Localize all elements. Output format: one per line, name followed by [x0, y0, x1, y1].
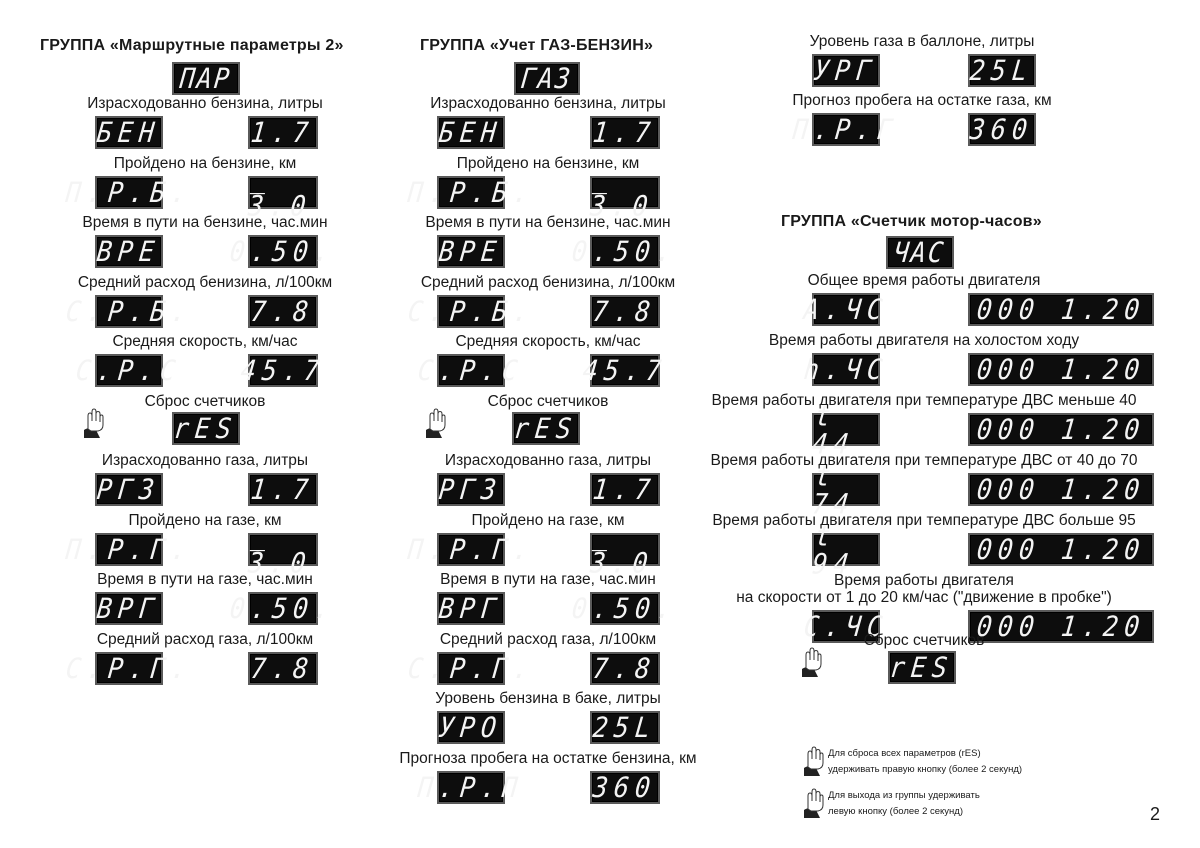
col1-param-label: Пройдено на бензине, км	[113, 154, 297, 172]
col2-reset-display-text: rES	[512, 411, 580, 445]
col1-group-code-display	[172, 62, 240, 95]
col3-param-value-display	[968, 473, 1154, 506]
col1-param-label: Средняя скорость, км/час	[112, 333, 298, 350]
col1-param-code-display	[64, 294, 194, 328]
col1-param-label: Израсходованно газа, литры	[101, 452, 309, 469]
col2-param-code-display	[437, 711, 505, 744]
col2-param-code-display-text: ВРГ	[437, 592, 505, 625]
col1-param-code-display	[95, 116, 163, 149]
col2-param-value-display-text: 360	[591, 770, 659, 804]
col2-param-code-display	[416, 354, 526, 387]
col2-param-value-display	[590, 116, 660, 149]
col1-param-code-display-text: С.Р.Г.	[64, 651, 194, 685]
col2-param-code-display	[406, 651, 536, 685]
col1-param-value-display	[246, 161, 318, 223]
col2-param-label: Прогноза пробега на остатке бензина, км	[399, 749, 697, 767]
col2-param-value-display-text: _ 3.0	[588, 161, 656, 223]
col2-param-code-display-text: П.Р.П	[416, 770, 526, 804]
col3-param-label: Сброс счетчиков	[863, 632, 985, 649]
col3-top-code-display	[791, 113, 901, 146]
col1-param-value-display	[239, 354, 327, 387]
col2-param-value-display-text: 25L	[591, 711, 659, 744]
col3-top-param-label: Прогноз пробега на остатке газа, км	[792, 92, 1052, 109]
col3-param-value-display-text: 000 1.20	[975, 293, 1147, 326]
col3-param-label: Время работы двигателя при температуре ДВС от 40 до 70	[710, 452, 1138, 469]
col3-param-label: Время работы двигателя при температуре ДВС меньше 40	[711, 392, 1137, 409]
col1-param-value-display-text: _ 3.0	[246, 161, 314, 223]
col3-press-button-icon	[800, 647, 824, 677]
col3-param-code-display	[810, 459, 880, 520]
col2-param-label: Время в пути на газе, час.мин	[440, 571, 656, 588]
col2-param-value-display-text: 45.7	[581, 354, 669, 387]
col2-param-label: Время в пути на бензине, час.мин	[425, 214, 671, 231]
col3-group-code-display-text: ЧАС	[892, 236, 948, 269]
col1-param-code-display-text: П.Р.Г.	[64, 532, 194, 566]
col3-param-value-display-text: 000 1.20	[975, 413, 1147, 446]
col1-param-value-display	[246, 518, 318, 580]
col3-param-label: Время работы двигателя на холостом ходу	[768, 332, 1080, 349]
col2-group-title: ГРУППА «Учет ГАЗ-БЕНЗИН»	[420, 37, 654, 54]
col2-param-code-display	[437, 235, 505, 268]
col3-note-line2: удерживать правую кнопку (более 2 секунд)	[828, 764, 1023, 775]
col2-param-value-display-text: _ 3.0	[588, 518, 656, 580]
col1-param-label: Израсходованно бензина, литры	[87, 95, 323, 112]
col3-top-value-display-text: 25L	[968, 54, 1036, 87]
col3-param-code-display-text: С.ЧС	[802, 610, 890, 643]
col3-group-title: ГРУППА «Счетчик мотор-часов»	[781, 213, 1042, 230]
col1-param-value-display-text: 45.7	[239, 354, 327, 387]
col2-param-label: Израсходованно газа, литры	[444, 452, 652, 469]
col1-param-value-display-text: 7.8	[249, 294, 317, 328]
col2-param-value-display	[590, 295, 660, 328]
col3-note-line1: Для выхода из группы удерживать	[828, 790, 980, 801]
col1-param-value-display-text: 1.7	[249, 473, 317, 506]
col2-param-label: Средний расход бенизина, л/100км	[420, 273, 676, 291]
col1-reset-display	[172, 412, 240, 445]
col3-group-code-display	[886, 236, 954, 269]
col1-param-value-display-text: 7.8	[249, 651, 317, 685]
col3-top-code-display-text: УРГ	[812, 54, 880, 87]
col2-param-value-display-text: 7.8	[591, 294, 659, 328]
col2-group-code-display-text: ГАЗ	[519, 62, 575, 95]
col1-param-code-display	[64, 651, 194, 685]
col3-param-code-display	[802, 353, 890, 386]
col3-top-code-display-text: П.Р.Г	[791, 113, 901, 146]
col3-param-code-display	[802, 293, 890, 326]
col1-param-code-display	[95, 235, 163, 268]
col2-param-code-display-text: УРО	[437, 711, 505, 744]
col2-param-code-display	[406, 532, 536, 566]
col2-reset-display	[512, 412, 580, 445]
col2-param-label: Израсходованно бензина, литры	[430, 95, 666, 112]
page-number: 2	[1150, 804, 1161, 824]
col1-param-value-display	[248, 652, 318, 685]
col1-param-code-display-text: С.Р.Б.	[64, 294, 194, 328]
col1-param-code-display	[95, 592, 163, 625]
col1-param-code-display-text: С.Р.С	[74, 354, 184, 387]
col1-param-value-display	[248, 295, 318, 328]
col1-param-code-display	[95, 473, 163, 506]
col2-param-value-display	[588, 161, 660, 223]
col2-param-value-display-text: 1.7	[591, 116, 659, 149]
col3-param-code-display-text: t 74	[810, 459, 857, 520]
col1-param-code-display-text: ВРЕ	[95, 235, 163, 268]
col2-param-value-display-text: 1.7	[591, 473, 659, 506]
col1-param-value-display	[228, 235, 338, 268]
col3-param-value-display	[968, 413, 1154, 446]
col3-top-value-display	[968, 113, 1036, 146]
col1-param-label: Пройдено на газе, км	[128, 511, 282, 529]
col1-param-code-display	[64, 532, 194, 566]
col1-press-button-icon	[82, 408, 106, 438]
col3-param-code-display-text: А.ЧС	[802, 293, 890, 326]
col2-param-code-display	[437, 116, 505, 149]
col3-param-code-display	[810, 519, 880, 580]
col2-param-value-display	[590, 771, 660, 804]
col2-param-value-display-text: 0.50.	[570, 592, 680, 625]
col2-param-value-display	[590, 473, 660, 506]
col2-param-code-display-text: С.Р.С	[416, 354, 526, 387]
col2-param-label: Уровень бензина в баке, литры	[435, 690, 661, 707]
col2-param-label: Сброс счетчиков	[487, 392, 609, 410]
col1-param-code-display-text: ВРГ	[95, 592, 163, 625]
col2-param-code-display	[406, 294, 536, 328]
col2-param-code-display-text: ВРЕ	[437, 235, 505, 268]
col3-param-label: Общее время работы двигателя	[807, 272, 1041, 289]
col2-param-code-display	[437, 473, 505, 506]
col1-param-value-display-text: 1.7	[249, 116, 317, 149]
col1-param-code-display	[64, 175, 194, 209]
col3-param-label-line2: на скорости от 1 до 20 км/час ("движение в пробке")	[736, 589, 1112, 606]
col3-top-param-label: Уровень газа в баллоне, литры	[809, 33, 1035, 50]
col1-param-label: Сброс счетчиков	[144, 392, 266, 410]
col2-param-label: Средняя скорость, км/час	[455, 333, 641, 350]
col1-param-label: Время в пути на газе, час.мин	[97, 571, 313, 588]
col2-param-value-display	[581, 354, 669, 387]
col1-param-value-display-text: 0.50.	[228, 592, 338, 625]
col3-param-value-display	[968, 533, 1154, 566]
col2-param-value-display	[588, 518, 660, 580]
col1-param-code-display-text: П.Р.Б.	[64, 175, 194, 209]
col1-param-label: Средний расход бенизина, л/100км	[77, 273, 333, 291]
col3-param-value-display-text: 000 1.20	[975, 533, 1147, 566]
col3-reset-display-text: rES	[888, 651, 956, 684]
col3-note-line2: левую кнопку (более 2 секунд)	[828, 806, 964, 817]
col3-param-label: Время работы двигателя	[834, 572, 1014, 589]
col2-param-code-display-text: П.Р.Г.	[406, 532, 536, 566]
col3-top-code-display	[812, 54, 880, 87]
col1-param-code-display	[74, 354, 184, 387]
col3-top-value-display-text: 360	[968, 113, 1036, 146]
col2-param-code-display	[416, 770, 526, 804]
col1-param-value-display-text: 0.50.	[228, 235, 338, 268]
col3-note-line1: Для сброса всех параметров (rES)	[828, 748, 981, 759]
col2-param-value-display	[590, 652, 660, 685]
col2-param-code-display-text: П.Р.Б.	[406, 175, 536, 209]
col2-param-code-display-text: РГЗ	[437, 473, 505, 506]
col1-reset-display-text: rES	[172, 411, 240, 445]
col1-group-title: ГРУППА «Маршрутные параметры 2»	[40, 37, 344, 54]
col3-note-hand-icon	[802, 788, 826, 818]
col3-param-code-display-text: t 44	[810, 399, 857, 460]
col3-param-label: Время работы двигателя при температуре ДВС больше 95	[712, 512, 1136, 529]
col2-param-value-display-text: 7.8	[591, 651, 659, 685]
col2-param-label: Пройдено на газе, км	[471, 511, 625, 529]
col2-param-value-display	[590, 711, 660, 744]
col1-param-label: Время в пути на бензине, час.мин	[82, 214, 328, 231]
col1-param-value-display	[248, 473, 318, 506]
col3-param-code-display-text: t 94	[810, 519, 857, 580]
col2-group-code-display	[514, 62, 580, 95]
col3-param-value-display	[968, 293, 1154, 326]
col3-top-value-display	[968, 54, 1036, 87]
col1-param-value-display	[228, 592, 338, 625]
col2-param-label: Пройдено на бензине, км	[456, 154, 640, 172]
col1-param-label: Средний расход газа, л/100км	[96, 630, 314, 648]
col2-param-code-display-text: БЕН	[437, 116, 505, 149]
col2-press-button-icon	[424, 408, 448, 438]
col1-param-value-display-text: _ 3.0	[246, 518, 314, 580]
col3-reset-display	[888, 651, 956, 684]
col3-note-hand-icon	[802, 746, 826, 776]
col3-param-value-display-text: 000 1.20	[975, 353, 1147, 386]
col3-param-value-display	[968, 610, 1154, 643]
col1-group-code-display-text: ПАР	[178, 62, 234, 95]
col1-param-code-display-text: РГЗ	[95, 473, 163, 506]
col2-param-code-display-text: С.Р.Б.	[406, 294, 536, 328]
col3-param-value-display	[968, 353, 1154, 386]
col3-param-value-display-text: 000 1.20	[975, 610, 1147, 643]
col3-param-code-display-text: h.ЧС	[802, 353, 890, 386]
col2-param-code-display	[406, 175, 536, 209]
col2-param-value-display	[570, 235, 680, 268]
col1-param-code-display-text: БЕН	[95, 116, 163, 149]
col3-param-code-display	[810, 399, 880, 460]
col2-param-value-display	[570, 592, 680, 625]
col1-param-value-display	[248, 116, 318, 149]
col3-param-value-display-text: 000 1.20	[975, 473, 1147, 506]
col2-param-code-display	[437, 592, 505, 625]
col2-param-label: Средний расход газа, л/100км	[439, 630, 657, 648]
col2-param-code-display-text: С.Р.Г.	[406, 651, 536, 685]
col2-param-value-display-text: 0.50.	[570, 235, 680, 268]
